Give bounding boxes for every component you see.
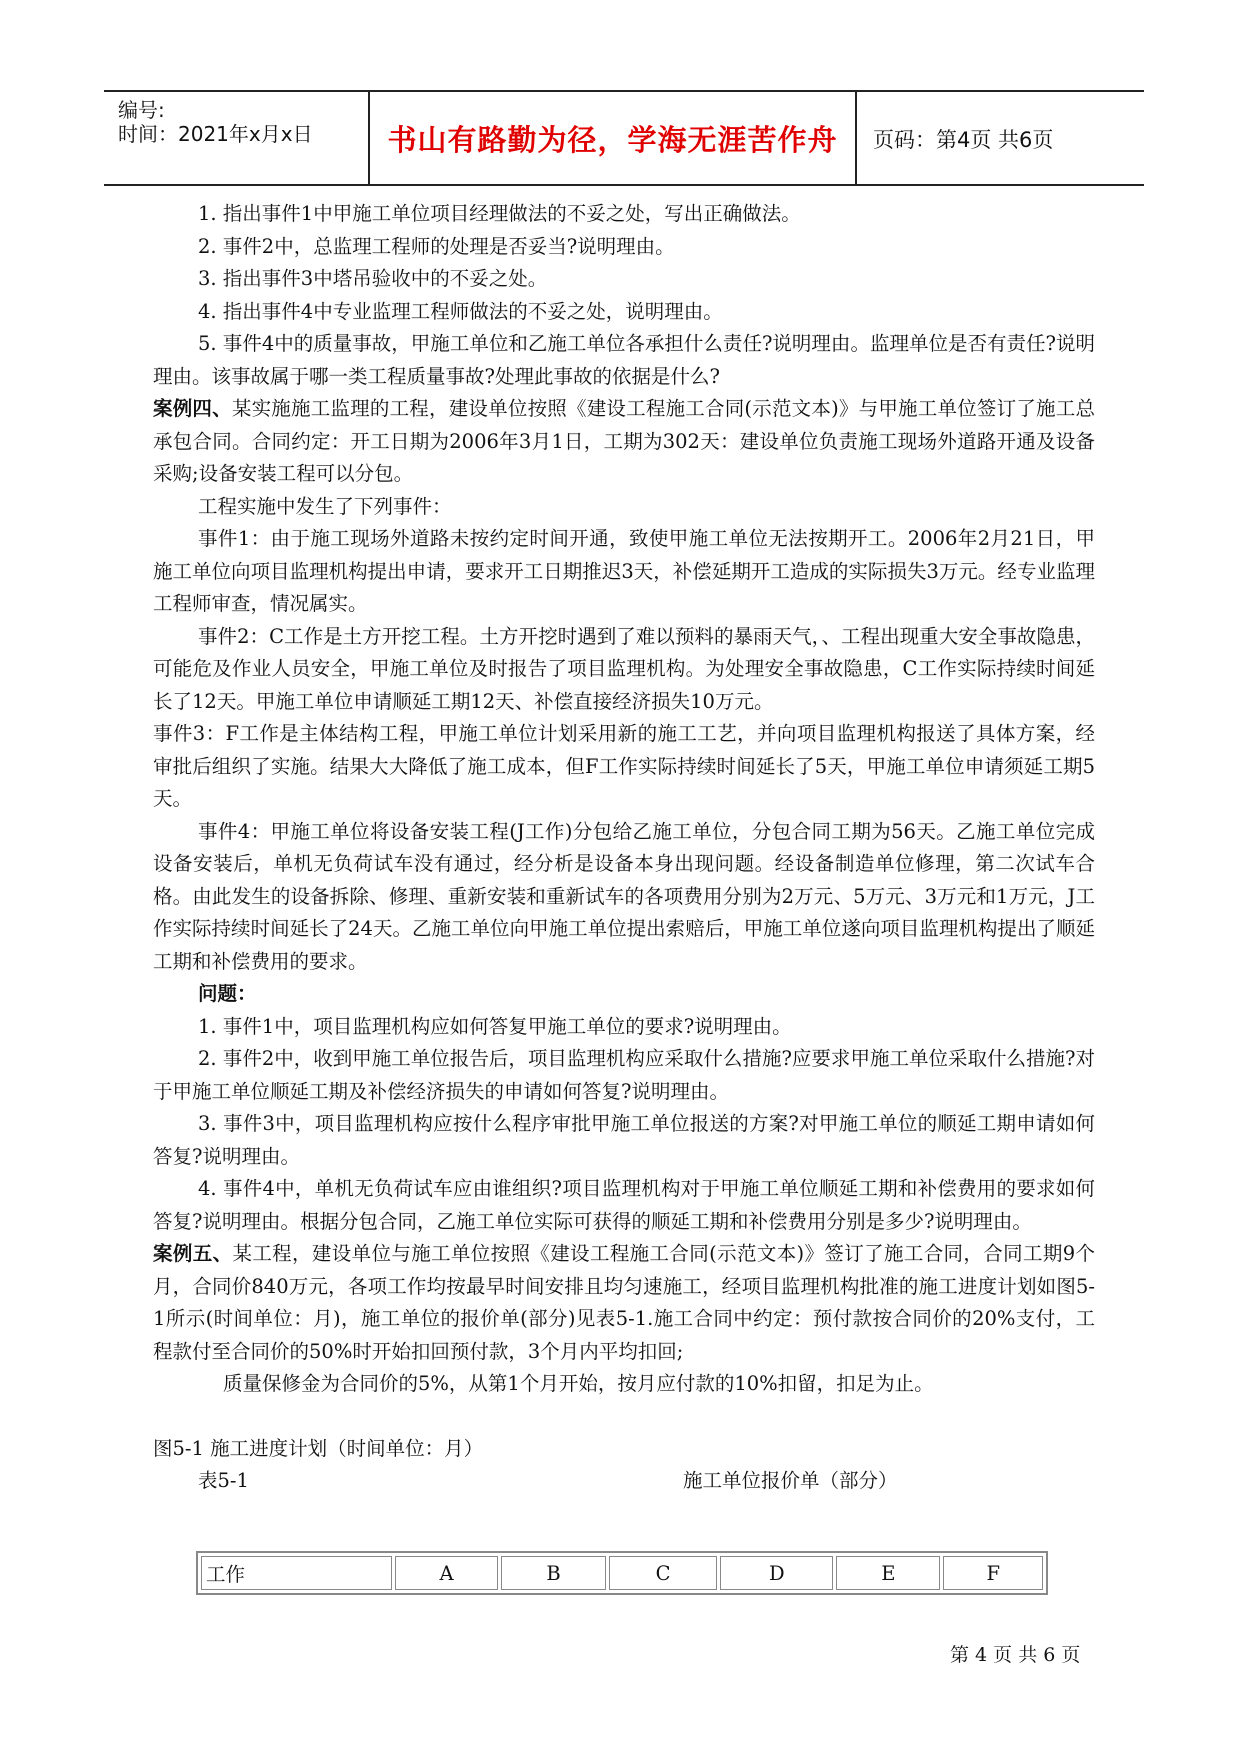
header-page-code: 页码：第4页 共6页 <box>873 128 1054 152</box>
table-cell: E <box>836 1556 940 1590</box>
table-cell: C <box>609 1556 717 1590</box>
case4-event-1: 事件1：由于施工现场外道路未按约定时间开通，致使甲施工单位无法按期开工。2006年2月21日，甲施工单位向项目监理机构提出申请，要求开工日期推迟3天，补偿延期开工造成的实际损失3万元。经专业监理工程师审查，情况属实。 <box>153 527 1095 615</box>
case4-question-4: 4. 事件4中，单机无负荷试车应由谁组织?项目监理机构对于甲施工单位顺延工期和补偿费用的要求如何答复?说明理由。根据分包合同，乙施工单位实际可获得的顺延工期和补偿费用分别是多少?说明理由。 <box>153 1177 1095 1233</box>
table-title: 施工单位报价单（部分） <box>683 1469 898 1492</box>
case4-question-2: 2. 事件2中，收到甲施工单位报告后，项目监理机构应采取什么措施?应要求甲施工单位采取什么措施?对于甲施工单位顺延工期及补偿经济损失的申请如何答复?说明理由。 <box>153 1047 1095 1103</box>
case4-questions-label: 问题： <box>198 982 257 1005</box>
document-time-label: 时间：2021年x月x日 <box>118 122 313 146</box>
header-motto: 书山有路勤为径，学海无涯苦作舟 <box>387 123 838 157</box>
question-paragraph: 2. 事件2中，总监理工程师的处理是否妥当?说明理由。 <box>198 234 675 258</box>
case4-intro-paragraph <box>153 393 1095 491</box>
table-title-row <box>153 1465 1095 1497</box>
question-paragraph: 1. 指出事件1中甲施工单位项目经理做法的不妥之处，写出正确做法。 <box>198 202 801 225</box>
table-cell: B <box>501 1556 606 1590</box>
case5-intro: 某工程，建设单位与施工单位按照《建设工程施工合同(示范文本)》签订了施工合同，合同工期9个月，合同价840万元，各项工作均按最早时间安排且均匀速施工，经项目监理机构批准的施工进度计划如图5-1所示(时间单位：月)，施工单位的报价单(部分)见表5-1.施工合同中约定：预付款按合同价的20%支付，工程款付至合同价的50%时开始扣回预付款，3个月内平均扣回; <box>153 1242 1095 1363</box>
table-cell: A <box>395 1556 498 1590</box>
case5-intro-continued: 质量保修金为合同价的5%，从第1个月开始，按月应付款的10%扣留，扣足为止。 <box>223 1372 934 1395</box>
case4-intro: 某实施施工监理的工程，建设单位按照《建设工程施工合同(示范文本)》与甲施工单位签订了施工总承包合同。合同约定：开工日期为2006年3月1日，工期为302天：建设单位负责施工现场外道路开通及设备采购;设备安装工程可以分包。 <box>153 397 1095 485</box>
question-paragraph: 5. 事件4中的质量事故，甲施工单位和乙施工单位各承担什么责任?说明理由。监理单位是否有责任?说明理由。该事故属于哪一类工程质量事故?处理此事故的依据是什么? <box>153 332 1095 388</box>
case4-event-2: 事件2：C工作是土方开挖工程。土方开挖时遇到了难以预料的暴雨天气，、工程出现重大安全事故隐患，可能危及作业人员安全，甲施工单位及时报告了项目监理机构。为处理安全事故隐患，C工作实际持续时间延长了12天。甲施工单位申请顺延工期12天、补偿直接经济损失10万元。 <box>153 624 1095 713</box>
figure-caption: 图5-1 施工进度计划（时间单位：月） <box>153 1436 484 1460</box>
case4-events-intro: 工程实施中发生了下列事件： <box>198 494 452 518</box>
header-motto-cell <box>370 92 857 184</box>
figure-placeholder <box>153 1401 1095 1433</box>
case4-heading: 案例四、 <box>153 397 232 420</box>
case5-heading: 案例五、 <box>153 1242 233 1265</box>
table-label: 表5-1 <box>198 1469 249 1492</box>
document-body <box>153 198 1095 1497</box>
header-page-cell <box>857 92 1144 184</box>
question-paragraph: 4. 指出事件4中专业监理工程师做法的不妥之处，说明理由。 <box>198 299 723 323</box>
case4-event-4: 事件4：甲施工单位将设备安装工程(J工作)分包给乙施工单位，分包合同工期为56天。乙施工单位完成设备安装后，单机无负荷试车没有通过，经分析是设备本身出现问题。经设备制造单位修理，第二次试车合格。由此发生的设备拆除、修理、重新安装和重新试车的各项费用分别为2万元、5万元、3万元和1万元，J工作实际持续时间延长了24天。乙施工单位向甲施工单位提出索赔后，甲施工单位遂向项目监理机构提出了顺延工期和补偿费用的要求。 <box>153 819 1095 973</box>
question-paragraph: 3. 指出事件3中塔吊验收中的不妥之处。 <box>198 267 548 290</box>
page-footer: 第 4 页 共 6 页 <box>950 1644 1081 1666</box>
header-info-cell <box>104 92 370 184</box>
case4-question-3: 3. 事件3中，项目监理机构应按什么程序审批甲施工单位报送的方案?对甲施工单位的顺延工期申请如何答复?说明理由。 <box>153 1112 1095 1168</box>
table-cell: F <box>943 1556 1043 1590</box>
case4-question-1: 1. 事件1中，项目监理机构应如何答复甲施工单位的要求?说明理由。 <box>198 1014 792 1038</box>
price-table <box>196 1551 1048 1595</box>
table-row <box>201 1556 1043 1590</box>
table-cell: 工作 <box>201 1556 392 1590</box>
case5-intro-paragraph <box>153 1238 1095 1368</box>
case4-event-3: 事件3：F工作是主体结构工程，甲施工单位计划采用新的施工工艺，并向项目监理机构报送了具体方案，经审批后组织了实施。结果大大降低了施工成本，但F工作实际持续时间延长了5天，甲施工单位申请须延工期5天。 <box>153 722 1095 810</box>
page-header <box>104 90 1144 186</box>
document-number-label: 编号: <box>118 98 165 122</box>
table-cell: D <box>720 1556 833 1590</box>
